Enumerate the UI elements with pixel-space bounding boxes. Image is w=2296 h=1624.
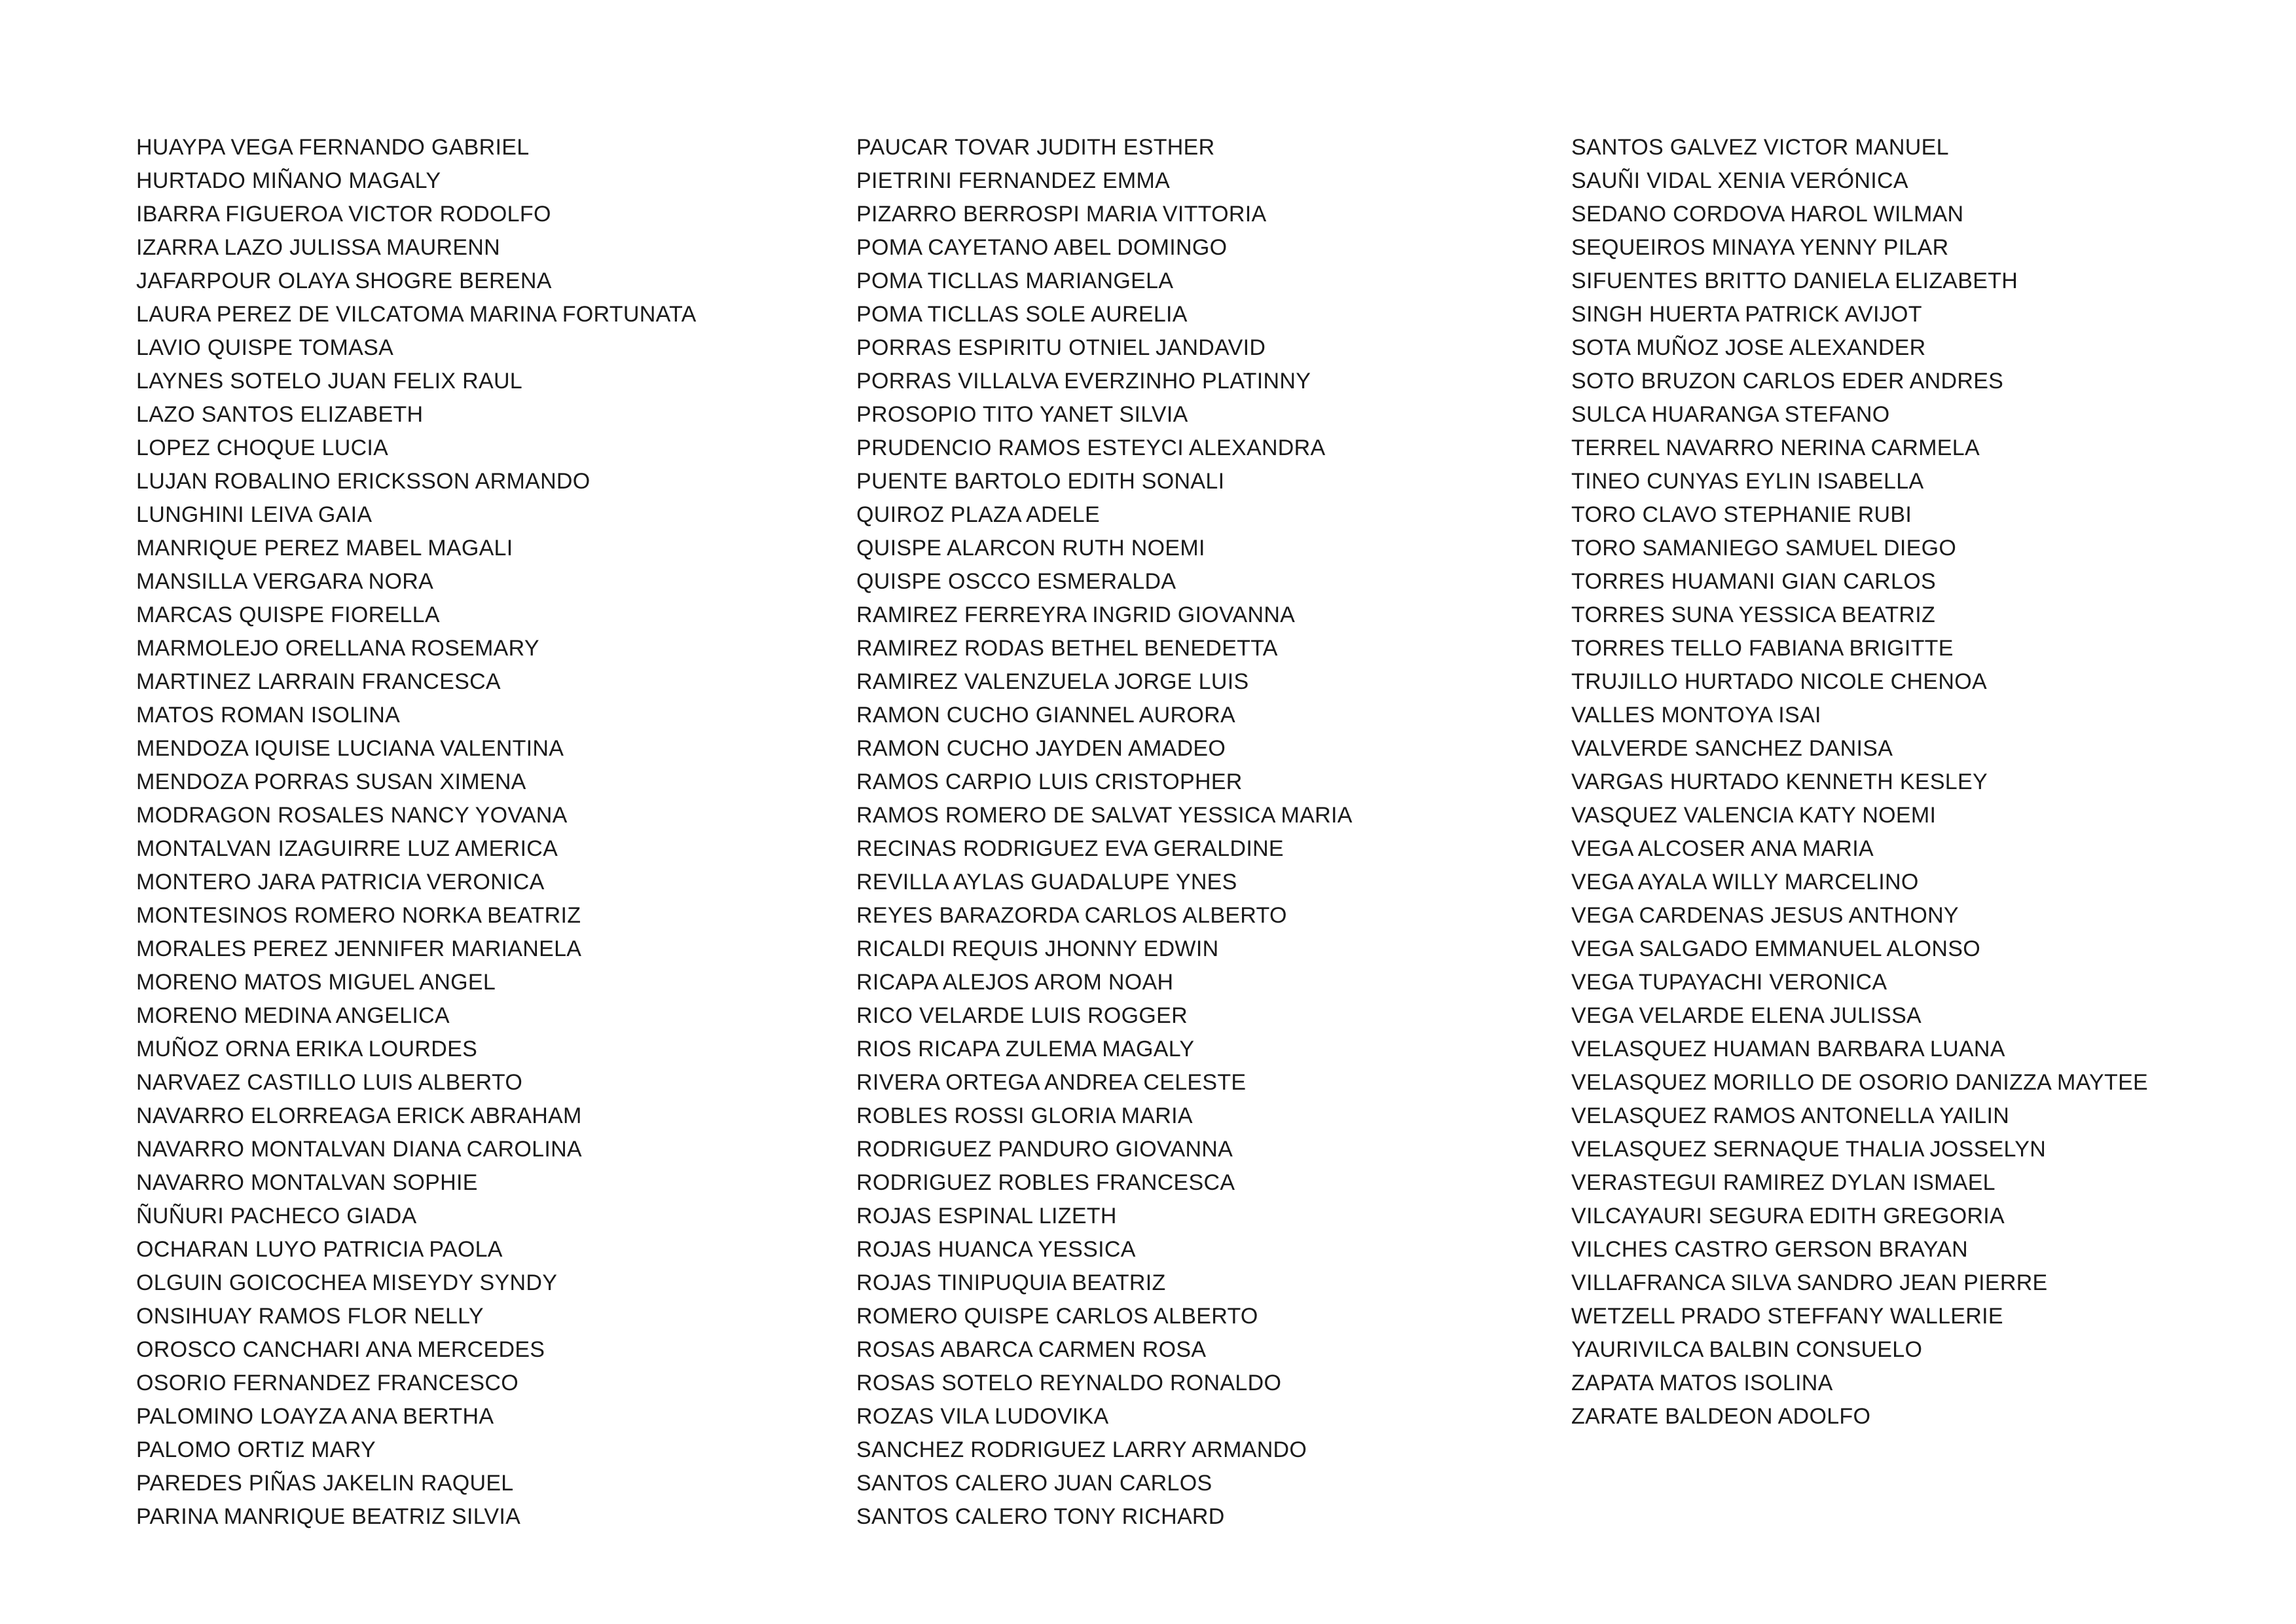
name-list-item: MORENO MATOS MIGUEL ANGEL: [136, 970, 496, 995]
name-list-item: PIETRINI FERNANDEZ EMMA: [856, 168, 1171, 193]
name-list-item: RODRIGUEZ ROBLES FRANCESCA: [856, 1170, 1235, 1195]
name-list-item: ONSIHUAY RAMOS FLOR NELLY: [136, 1304, 484, 1329]
name-list-item: ZARATE BALDEON ADOLFO: [1571, 1404, 1871, 1429]
name-list-item: VEGA SALGADO EMMANUEL ALONSO: [1571, 936, 1980, 961]
name-list-item: IBARRA FIGUEROA VICTOR RODOLFO: [136, 202, 551, 227]
name-list-item: RECINAS RODRIGUEZ EVA GERALDINE: [856, 836, 1284, 861]
name-list-item: JAFARPOUR OLAYA SHOGRE BERENA: [136, 268, 552, 293]
name-list-item: PARINA MANRIQUE BEATRIZ SILVIA: [136, 1504, 521, 1529]
name-list-item: QUISPE OSCCO ESMERALDA: [856, 569, 1176, 594]
name-list-item: LAVIO QUISPE TOMASA: [136, 335, 394, 360]
name-list-item: RAMIREZ RODAS BETHEL BENEDETTA: [856, 636, 1278, 661]
name-list-item: POMA CAYETANO ABEL DOMINGO: [856, 235, 1228, 260]
name-list-item: QUIROZ PLAZA ADELE: [856, 502, 1100, 527]
name-list-item: VEGA VELARDE ELENA JULISSA: [1571, 1003, 1922, 1028]
name-list-item: MARCAS QUISPE FIORELLA: [136, 602, 440, 627]
name-list-item: TORRES TELLO FABIANA BRIGITTE: [1571, 636, 1954, 661]
name-list-item: NAVARRO ELORREAGA ERICK ABRAHAM: [136, 1103, 582, 1128]
name-list-item: QUISPE ALARCON RUTH NOEMI: [856, 536, 1205, 561]
name-list-item: IZARRA LAZO JULISSA MAURENN: [136, 235, 501, 260]
name-list-item: LAURA PEREZ DE VILCATOMA MARINA FORTUNATA: [136, 302, 697, 327]
name-list-item: TORRES HUAMANI GIAN CARLOS: [1571, 569, 1936, 594]
name-list-item: LUJAN ROBALINO ERICKSSON ARMANDO: [136, 469, 591, 494]
name-list-item: LOPEZ CHOQUE LUCIA: [136, 435, 389, 460]
name-list-item: SIFUENTES BRITTO DANIELA ELIZABETH: [1571, 268, 2018, 293]
name-list-item: OROSCO CANCHARI ANA MERCEDES: [136, 1337, 545, 1362]
name-list-item: SANTOS GALVEZ VICTOR MANUEL: [1571, 135, 1949, 160]
name-list-item: ÑUÑURI PACHECO GIADA: [136, 1204, 417, 1228]
name-list-item: ROZAS VILA LUDOVIKA: [856, 1404, 1109, 1429]
name-list-item: TERREL NAVARRO NERINA CARMELA: [1571, 435, 1980, 460]
name-list-item: RICALDI REQUIS JHONNY EDWIN: [856, 936, 1219, 961]
name-list-item: VEGA ALCOSER ANA MARIA: [1571, 836, 1874, 861]
name-list-item: MATOS ROMAN ISOLINA: [136, 703, 401, 728]
name-list-item: REYES BARAZORDA CARLOS ALBERTO: [856, 903, 1287, 928]
name-list-item: MORALES PEREZ JENNIFER MARIANELA: [136, 936, 582, 961]
name-list-item: PIZARRO BERROSPI MARIA VITTORIA: [856, 202, 1267, 227]
name-list-item: RICO VELARDE LUIS ROGGER: [856, 1003, 1188, 1028]
name-list-item: ROSAS SOTELO REYNALDO RONALDO: [856, 1371, 1282, 1395]
name-list-item: RAMIREZ VALENZUELA JORGE LUIS: [856, 669, 1249, 694]
name-list-item: YAURIVILCA BALBIN CONSUELO: [1571, 1337, 1923, 1362]
name-list-column-3: [1571, 131, 2148, 1433]
name-list-item: RIVERA ORTEGA ANDREA CELESTE: [856, 1070, 1247, 1095]
name-list-item: TORO CLAVO STEPHANIE RUBI: [1571, 502, 1912, 527]
name-list-item: NAVARRO MONTALVAN SOPHIE: [136, 1170, 478, 1195]
name-list-item: SANTOS CALERO JUAN CARLOS: [856, 1471, 1212, 1496]
name-list-item: PRUDENCIO RAMOS ESTEYCI ALEXANDRA: [856, 435, 1326, 460]
name-list-item: TORO SAMANIEGO SAMUEL DIEGO: [1571, 536, 1957, 561]
name-list-item: POMA TICLLAS MARIANGELA: [856, 268, 1174, 293]
name-list-item: TORRES SUNA YESSICA BEATRIZ: [1571, 602, 1936, 627]
name-list-item: ROMERO QUISPE CARLOS ALBERTO: [856, 1304, 1258, 1329]
name-list-item: PROSOPIO TITO YANET SILVIA: [856, 402, 1188, 427]
name-list-item: MUÑOZ ORNA ERIKA LOURDES: [136, 1037, 478, 1061]
name-list-item: PALOMO ORTIZ MARY: [136, 1437, 376, 1462]
name-list-item: RAMIREZ FERREYRA INGRID GIOVANNA: [856, 602, 1296, 627]
name-list-item: SEQUEIROS MINAYA YENNY PILAR: [1571, 235, 1949, 260]
name-list-item: RAMON CUCHO JAYDEN AMADEO: [856, 736, 1226, 761]
name-list-item: SINGH HUERTA PATRICK AVIJOT: [1571, 302, 1922, 327]
name-list-item: MENDOZA IQUISE LUCIANA VALENTINA: [136, 736, 564, 761]
name-list-item: SOTA MUÑOZ JOSE ALEXANDER: [1571, 335, 1926, 360]
name-list-item: MORENO MEDINA ANGELICA: [136, 1003, 450, 1028]
name-list-item: SEDANO CORDOVA HAROL WILMAN: [1571, 202, 1964, 227]
name-list-item: SANTOS CALERO TONY RICHARD: [856, 1504, 1225, 1529]
name-list-column-1: [136, 131, 697, 1534]
name-list-item: MONTERO JARA PATRICIA VERONICA: [136, 870, 545, 895]
name-list-item: SULCA HUARANGA STEFANO: [1571, 402, 1890, 427]
name-list-item: PAUCAR TOVAR JUDITH ESTHER: [856, 135, 1215, 160]
name-list-item: MODRAGON ROSALES NANCY YOVANA: [136, 803, 568, 828]
name-list-item: MARMOLEJO ORELLANA ROSEMARY: [136, 636, 539, 661]
name-list-item: SANCHEZ RODRIGUEZ LARRY ARMANDO: [856, 1437, 1307, 1462]
name-list-item: SAUÑI VIDAL XENIA VERÓNICA: [1571, 168, 1908, 193]
name-list-item: VELASQUEZ RAMOS ANTONELLA YAILIN: [1571, 1103, 2010, 1128]
name-list-item: VILCHES CASTRO GERSON BRAYAN: [1571, 1237, 1969, 1262]
name-list-item: VEGA CARDENAS JESUS ANTHONY: [1571, 903, 1959, 928]
name-list-item: ROJAS ESPINAL LIZETH: [856, 1204, 1117, 1228]
name-list-item: LAYNES SOTELO JUAN FELIX RAUL: [136, 369, 523, 394]
name-list-item: VALLES MONTOYA ISAI: [1571, 703, 1821, 728]
name-list-item: MENDOZA PORRAS SUSAN XIMENA: [136, 769, 526, 794]
name-list-item: NARVAEZ CASTILLO LUIS ALBERTO: [136, 1070, 523, 1095]
name-list-item: VELASQUEZ HUAMAN BARBARA LUANA: [1571, 1037, 2005, 1061]
name-list-item: MARTINEZ LARRAIN FRANCESCA: [136, 669, 501, 694]
name-list-item: MONTALVAN IZAGUIRRE LUZ AMERICA: [136, 836, 558, 861]
name-list-item: VELASQUEZ MORILLO DE OSORIO DANIZZA MAYTEE: [1571, 1070, 2149, 1095]
name-list-item: MANRIQUE PEREZ MABEL MAGALI: [136, 536, 513, 561]
name-list-item: VEGA AYALA WILLY MARCELINO: [1571, 870, 1919, 895]
name-list-item: POMA TICLLAS SOLE AURELIA: [856, 302, 1188, 327]
name-list-item: VILCAYAURI SEGURA EDITH GREGORIA: [1571, 1204, 2005, 1228]
name-list-item: OSORIO FERNANDEZ FRANCESCO: [136, 1371, 519, 1395]
name-list-item: LAZO SANTOS ELIZABETH: [136, 402, 424, 427]
name-list-item: RAMON CUCHO GIANNEL AURORA: [856, 703, 1235, 728]
name-list-item: PAREDES PIÑAS JAKELIN RAQUEL: [136, 1471, 514, 1496]
name-list-item: TRUJILLO HURTADO NICOLE CHENOA: [1571, 669, 1987, 694]
name-list-item: OCHARAN LUYO PATRICIA PAOLA: [136, 1237, 503, 1262]
name-list-item: ROJAS TINIPUQUIA BEATRIZ: [856, 1270, 1166, 1295]
name-list-item: RAMOS ROMERO DE SALVAT YESSICA MARIA: [856, 803, 1353, 828]
name-list-item: VALVERDE SANCHEZ DANISA: [1571, 736, 1893, 761]
name-list-item: PORRAS VILLALVA EVERZINHO PLATINNY: [856, 369, 1311, 394]
name-list-item: ROJAS HUANCA YESSICA: [856, 1237, 1136, 1262]
name-list-item: ZAPATA MATOS ISOLINA: [1571, 1371, 1833, 1395]
name-list-item: VEGA TUPAYACHI VERONICA: [1571, 970, 1887, 995]
name-list-item: VILLAFRANCA SILVA SANDRO JEAN PIERRE: [1571, 1270, 2048, 1295]
name-list-item: VERASTEGUI RAMIREZ DYLAN ISMAEL: [1571, 1170, 1995, 1195]
name-list-item: PORRAS ESPIRITU OTNIEL JANDAVID: [856, 335, 1266, 360]
name-list-column-2: [856, 131, 1353, 1534]
name-list-item: VELASQUEZ SERNAQUE THALIA JOSSELYN: [1571, 1137, 2047, 1162]
name-list-item: TINEO CUNYAS EYLIN ISABELLA: [1571, 469, 1924, 494]
name-list-item: HURTADO MIÑANO MAGALY: [136, 168, 441, 193]
name-list-item: MANSILLA VERGARA NORA: [136, 569, 434, 594]
name-list-item: VASQUEZ VALENCIA KATY NOEMI: [1571, 803, 1937, 828]
name-list-item: OLGUIN GOICOCHEA MISEYDY SYNDY: [136, 1270, 558, 1295]
name-list-item: ROBLES ROSSI GLORIA MARIA: [856, 1103, 1193, 1128]
name-list-item: SOTO BRUZON CARLOS EDER ANDRES: [1571, 369, 2004, 394]
name-list-item: LUNGHINI LEIVA GAIA: [136, 502, 373, 527]
name-list-item: ROSAS ABARCA CARMEN ROSA: [856, 1337, 1207, 1362]
name-list-item: RODRIGUEZ PANDURO GIOVANNA: [856, 1137, 1233, 1162]
name-list-item: REVILLA AYLAS GUADALUPE YNES: [856, 870, 1237, 895]
name-list-item: RAMOS CARPIO LUIS CRISTOPHER: [856, 769, 1243, 794]
name-list-item: WETZELL PRADO STEFFANY WALLERIE: [1571, 1304, 2003, 1329]
name-list-item: RICAPA ALEJOS AROM NOAH: [856, 970, 1174, 995]
name-list-item: MONTESINOS ROMERO NORKA BEATRIZ: [136, 903, 581, 928]
name-list-item: PALOMINO LOAYZA ANA BERTHA: [136, 1404, 494, 1429]
name-list-item: HUAYPA VEGA FERNANDO GABRIEL: [136, 135, 530, 160]
name-list-item: VARGAS HURTADO KENNETH KESLEY: [1571, 769, 1988, 794]
name-list-item: RIOS RICAPA ZULEMA MAGALY: [856, 1037, 1195, 1061]
name-list-item: PUENTE BARTOLO EDITH SONALI: [856, 469, 1225, 494]
name-list-item: NAVARRO MONTALVAN DIANA CAROLINA: [136, 1137, 582, 1162]
